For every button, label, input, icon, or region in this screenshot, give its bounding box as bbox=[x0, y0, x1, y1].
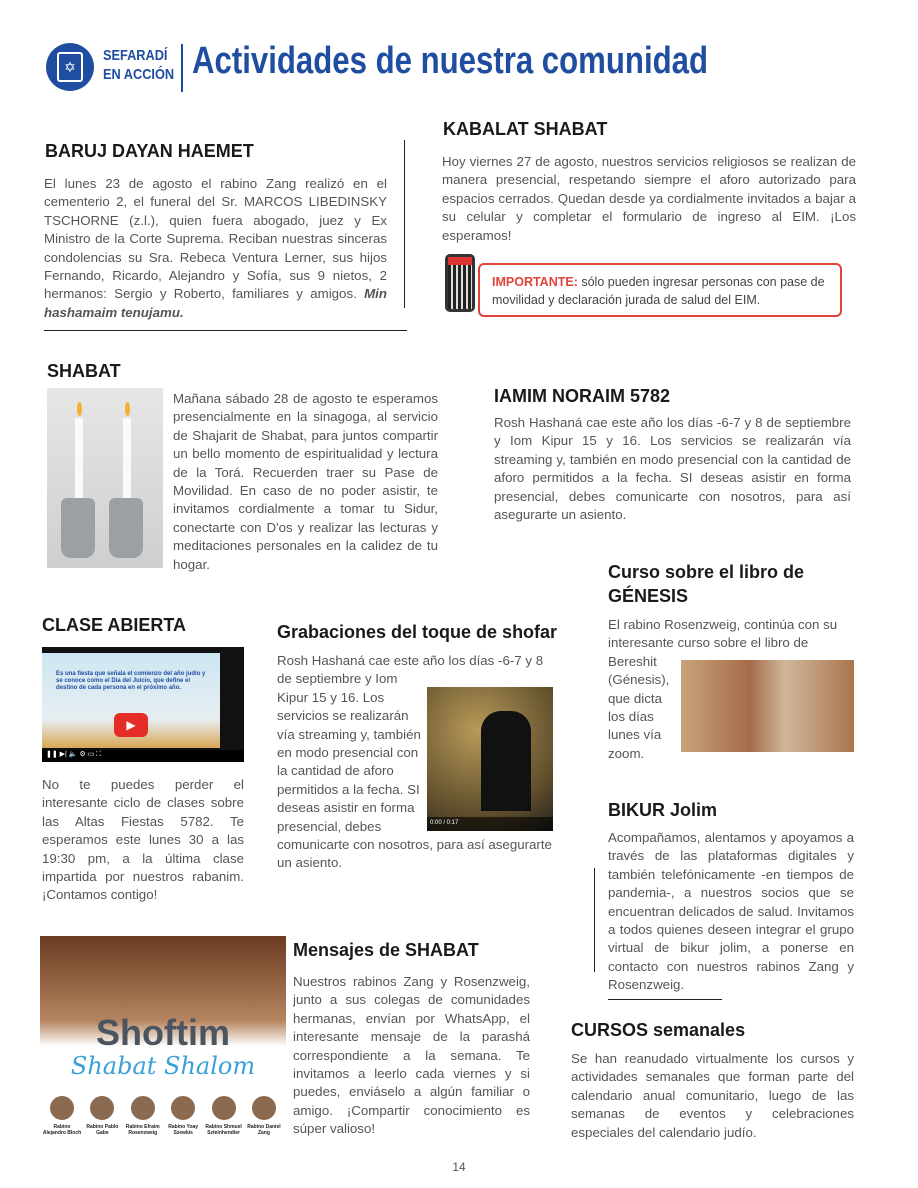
play-button-icon[interactable]: ▶ bbox=[114, 713, 148, 737]
divider bbox=[404, 140, 405, 308]
divider bbox=[594, 868, 595, 972]
baruj-body bbox=[44, 175, 387, 322]
rabbi: Rabino Yoay Szewkis bbox=[163, 1094, 203, 1136]
phone-qr-icon bbox=[445, 254, 475, 312]
grabaciones-text: Rosh Hashaná cae este año los días -6-7 y 8 de septiembre y Iom Kipur 15 y 16. Los servicios se realizarán vía streaming y, también en modo presencial con la cantidad de aforo permitidos a la fecha. SI deseas asistir en forma presencial, debes comunicarte con nosotros, para así asegurarte un asiento. bbox=[277, 653, 552, 871]
video-slide-text: Es una fiesta que señala el comienzo del año judío y se conoce como el Día del Juicio, que define el destino de cada persona en el próximo año. bbox=[56, 671, 206, 691]
cursos-body: Se han reanudado virtualmente los cursos y actividades semanales que forman parte del calendario anual comunitario, luego de las semanas de eventos y celebraciones especiales del calendario judío. bbox=[571, 1051, 854, 1140]
mensajes-body: Nuestros rabinos Zang y Rosenzweig, junto a sus colegas de comunidades hermanas, envían por WhatsApp, el interesante mensaje de la parashá correspondiente a la semana. Te invitamos a leerlo cada viernes y si puedes, enviáselo a algún familiar o amigo. ¡Compartir conocimiento es súper valioso! bbox=[293, 974, 530, 1137]
cursos-title: CURSOS semanales bbox=[571, 1020, 746, 1040]
curso-text: El rabino Rosenzweig, continúa con su interesante curso sobre el libro de Bereshit (Génesis), que dicta los días lunes vía zoom. bbox=[608, 617, 838, 761]
divider bbox=[181, 44, 183, 92]
iamim-title: IAMIM NORAIM 5782 bbox=[494, 386, 671, 406]
important-label: IMPORTANTE: bbox=[492, 275, 578, 289]
baruj-title: BARUJ DAYAN HAEMET bbox=[45, 141, 254, 161]
video-time: 0:00 / 0:17 bbox=[427, 817, 553, 831]
page-number: 14 bbox=[452, 1160, 466, 1174]
page-title: Actividades de nuestra comunidad bbox=[192, 40, 708, 82]
mensajes-title: Mensajes de SHABAT bbox=[293, 940, 479, 960]
video-controls[interactable]: ❚❚ ▶| 🔈 ⚙ ▭ ⛶ bbox=[42, 750, 244, 762]
kabalat-title: KABALAT SHABAT bbox=[443, 119, 608, 139]
shoftim-poster bbox=[40, 936, 286, 1148]
important-notice bbox=[478, 263, 842, 317]
clase-video[interactable] bbox=[42, 647, 244, 762]
poster-subtitle: Shabat Shalom bbox=[70, 1052, 256, 1080]
rabbi: Rabino Efraim Rosenzweig bbox=[123, 1094, 163, 1136]
important-text: sólo pueden ingresar personas con pase de movilidad y declaración jurada de salud del EIM. bbox=[492, 275, 825, 307]
candles-image bbox=[47, 388, 163, 568]
rabbi: Rabino Daniel Zang bbox=[244, 1094, 284, 1136]
iamim-body: Rosh Hashaná cae este año los días -6-7 y 8 de septiembre y Iom Kipur 15 y 16. Los servicios se realizarán vía streaming y, también en modo presencial con la cantidad de aforo permitidos a la fecha. SI deseas asistir en forma presencial, debes comunicarte con nosotros, para así asegurarte un asiento. bbox=[494, 415, 851, 523]
clase-body: No te puedes perder el interesante ciclo de clases sobre las Altas Fiestas 5782. Te esperamos este lunes 30 a las 19:30 pm, a la última clase impartida por nuestros rabanim. ¡Contamos contigo! bbox=[42, 777, 244, 903]
bikur-body: Acompañamos, alentamos y apoyamos a través de las plataformas digitales y también telefónicamente -en tiempos de pandemia-, a nuestros socios que se encuentran delicados de salud. Invitamos a todos quienes deseen integrar el grupo virtual de bikur jolim, a ponerse en contacto con nuestros rabinos Zang y Rosenzweig. bbox=[608, 830, 854, 993]
rabbi: Rabino Shmuel Szteinhendler bbox=[204, 1094, 244, 1136]
bikur-title: BIKUR Jolim bbox=[608, 800, 718, 820]
shabat-body: Mañana sábado 28 de agosto te esperamos presencialmente en la sinagoga, al servicio de Shajarit de Shabat, para juntos compartir un bello momento de espiritualidad y lectura de la Torá. Recuerden traer su Pase de Movilidad. En caso de no poder asistir, te invitamos cordialmente a tomar tu Sidur, conectarte con D'os y realizar las lecturas y meditaciones personales en la calidez de tu hogar. bbox=[173, 391, 438, 572]
curso-title: Curso sobre el libro de GÉNESIS bbox=[608, 562, 805, 606]
grabaciones-body bbox=[277, 652, 553, 873]
curso-body bbox=[608, 616, 854, 763]
poster-title: Shoftim bbox=[96, 1012, 230, 1053]
brand-line1: SEFARADÍ bbox=[103, 47, 168, 64]
creation-of-adam-image bbox=[681, 660, 854, 752]
shabat-title: SHABAT bbox=[47, 361, 121, 381]
rabbi: Rabino Alejandro Bloch bbox=[42, 1094, 82, 1136]
divider bbox=[608, 999, 722, 1000]
community-logo bbox=[46, 43, 94, 91]
brand-line2: EN ACCIÓN bbox=[103, 66, 175, 83]
float-spacer bbox=[421, 686, 553, 836]
clase-title: CLASE ABIERTA bbox=[42, 615, 186, 635]
divider bbox=[44, 330, 407, 331]
rabbi: Rabino Pablo Gabe bbox=[82, 1094, 122, 1136]
star-of-david-book-icon: ✡ bbox=[57, 52, 83, 82]
kabalat-body: Hoy viernes 27 de agosto, nuestros servicios religiosos se realizan de manera presencial, respetando siempre el aforo autorizado para espacios cerrados. Quedan desde ya cordialmente invitados a bajar a su celular y completar el formulario de ingreso al EIM. ¡Los esperamos! bbox=[442, 154, 856, 243]
grabaciones-title: Grabaciones del toque de shofar bbox=[277, 622, 558, 642]
rabbi-list bbox=[42, 1094, 284, 1136]
baruj-text: El lunes 23 de agosto el rabino Zang realizó en el cementerio 2, el funeral del Sr. MARCOS LIBEDINSKY TSCHORNE (z.l.), quien fuera abogado, juez y Ex Ministro de la Corte Suprema. Reciban nuestras sinceras condolencias su Sra. Rebeca Ventura Lerner, sus hijos Fernando, Ricardo, Alejandro y Sofía, sus 9 nietos, 2 hermanos: Sergio y Roberto, familiares y amigos. bbox=[44, 176, 387, 302]
brand bbox=[103, 46, 174, 84]
baruj-closing: Min hashamaim tenujamu. bbox=[44, 286, 387, 320]
